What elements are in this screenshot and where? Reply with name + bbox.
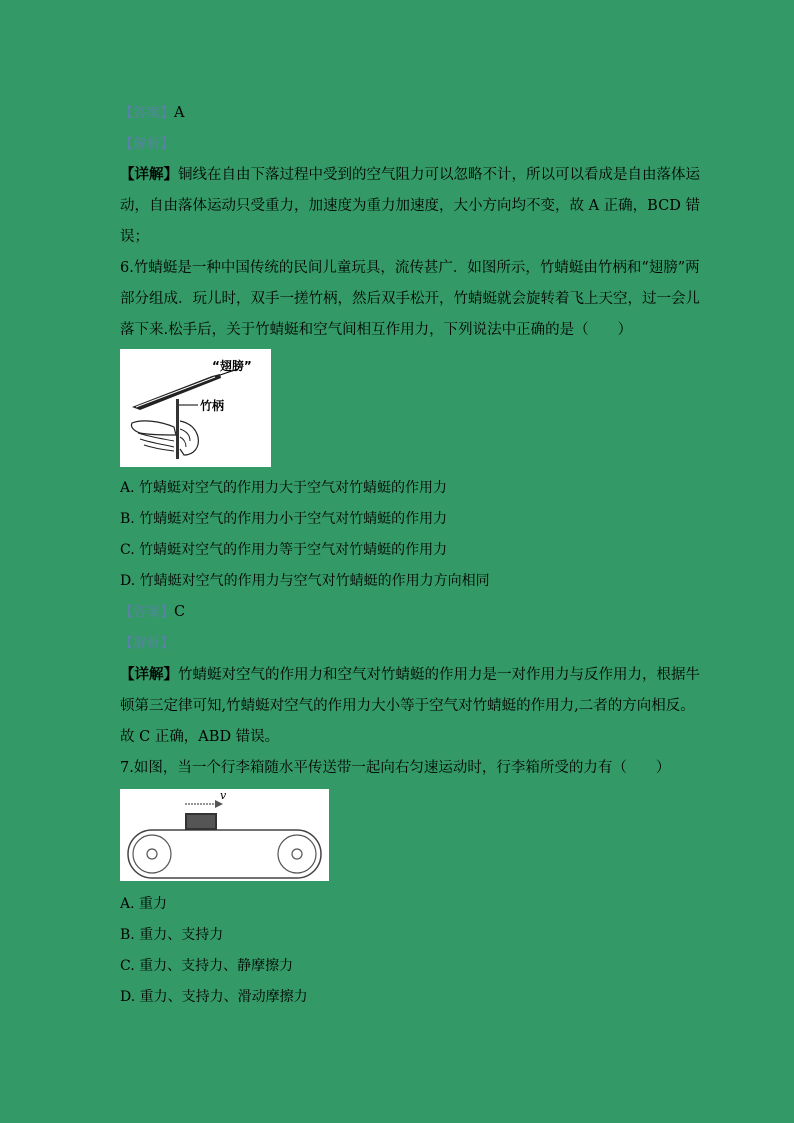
q6-answer-line (120, 602, 680, 623)
conveyor-belt-figure (120, 789, 329, 881)
q6-option-c: C. 竹蜻蜓对空气的作用力等于空气对竹蜻蜓的作用力 (120, 542, 448, 558)
q6-stem-line-2: 部分组成．玩儿时，双手一搓竹柄，然后双手松开，竹蜻蜓就会旋转着飞上天空，过一会儿 (120, 291, 700, 307)
q7-stem: 7.如图，当一个行李箱随水平传送带一起向右匀速运动时，行李箱所受的力有（ ） (120, 760, 671, 776)
q6-detail-line-3: 故 C 正确，ABD 错误。 (120, 729, 280, 745)
q6-detail-line-2: 顿第三定律可知,竹蜻蜓对空气的作用力大小等于空气对竹蜻蜓的作用力,二者的方向相反。 (120, 698, 695, 714)
left-hand-fingers (138, 433, 174, 451)
answer-tag: 【答案】 (120, 106, 175, 121)
detail-text: 铜线在自由下落过程中受到的空气阻力可以忽略不计，所以可以看成是自由落体运 (178, 167, 700, 183)
left-roller-axle (147, 849, 157, 859)
left-roller (133, 835, 171, 873)
q6-detail-line-1 (120, 665, 700, 685)
detail-tag: 【详解】 (120, 166, 178, 183)
right-roller (278, 835, 316, 873)
q5-detail-line-3: 误； (120, 229, 149, 245)
q5-answer-line (120, 103, 680, 124)
right-hand-fingers (180, 429, 190, 447)
q7-option-d: D. 重力、支持力、滑动摩擦力 (120, 989, 308, 1005)
detail-tag: 【详解】 (120, 666, 178, 683)
conveyor-belt-illustration (120, 789, 329, 881)
right-roller-axle (292, 849, 302, 859)
q6-analysis-line (120, 633, 680, 654)
q7-option-a: A. 重力 (120, 896, 168, 912)
suitcase-texture (187, 815, 215, 828)
q6-option-a: A. 竹蜻蜓对空气的作用力大于空气对竹蜻蜓的作用力 (120, 480, 448, 496)
bamboo-dragonfly-figure (120, 349, 271, 467)
q7-option-c: C. 重力、支持力、静摩擦力 (120, 958, 294, 974)
q6-stem-line-3: 落下来.松手后，关于竹蜻蜓和空气间相互作用力，下列说法中正确的是（ ） (120, 322, 633, 338)
answer-value: C (174, 604, 186, 620)
q5-detail-line-1 (120, 165, 700, 185)
q7-option-b: B. 重力、支持力 (120, 927, 224, 943)
handle-shape (176, 399, 179, 459)
answer-value: A (174, 105, 185, 121)
q6-stem-line-1: 6.竹蜻蜓是一种中国传统的民间儿童玩具，流传甚广．如图所示，竹蜻蜓由竹柄和“翅膀”两 (120, 260, 700, 276)
q5-analysis-line (120, 134, 680, 155)
detail-text: 竹蜻蜓对空气的作用力和空气对竹蜻蜓的作用力是一对作用力与反作用力，根据牛 (178, 667, 700, 683)
q6-option-d: D. 竹蜻蜓对空气的作用力与空气对竹蜻蜓的作用力方向相同 (120, 573, 490, 589)
q5-detail-line-2: 动，自由落体运动只受重力，加速度为重力加速度，大小方向均不变，故 A 正确，BCD 错 (120, 198, 700, 214)
analysis-tag: 【解析】 (120, 137, 175, 152)
figure-label-wing: “翅膀” (212, 359, 252, 373)
figure-label-handle: 竹柄 (200, 399, 225, 413)
answer-tag: 【答案】 (120, 605, 175, 620)
figure-label-v: v (220, 789, 227, 802)
analysis-tag: 【解析】 (120, 636, 175, 651)
q6-option-b: B. 竹蜻蜓对空气的作用力小于空气对竹蜻蜓的作用力 (120, 511, 448, 527)
